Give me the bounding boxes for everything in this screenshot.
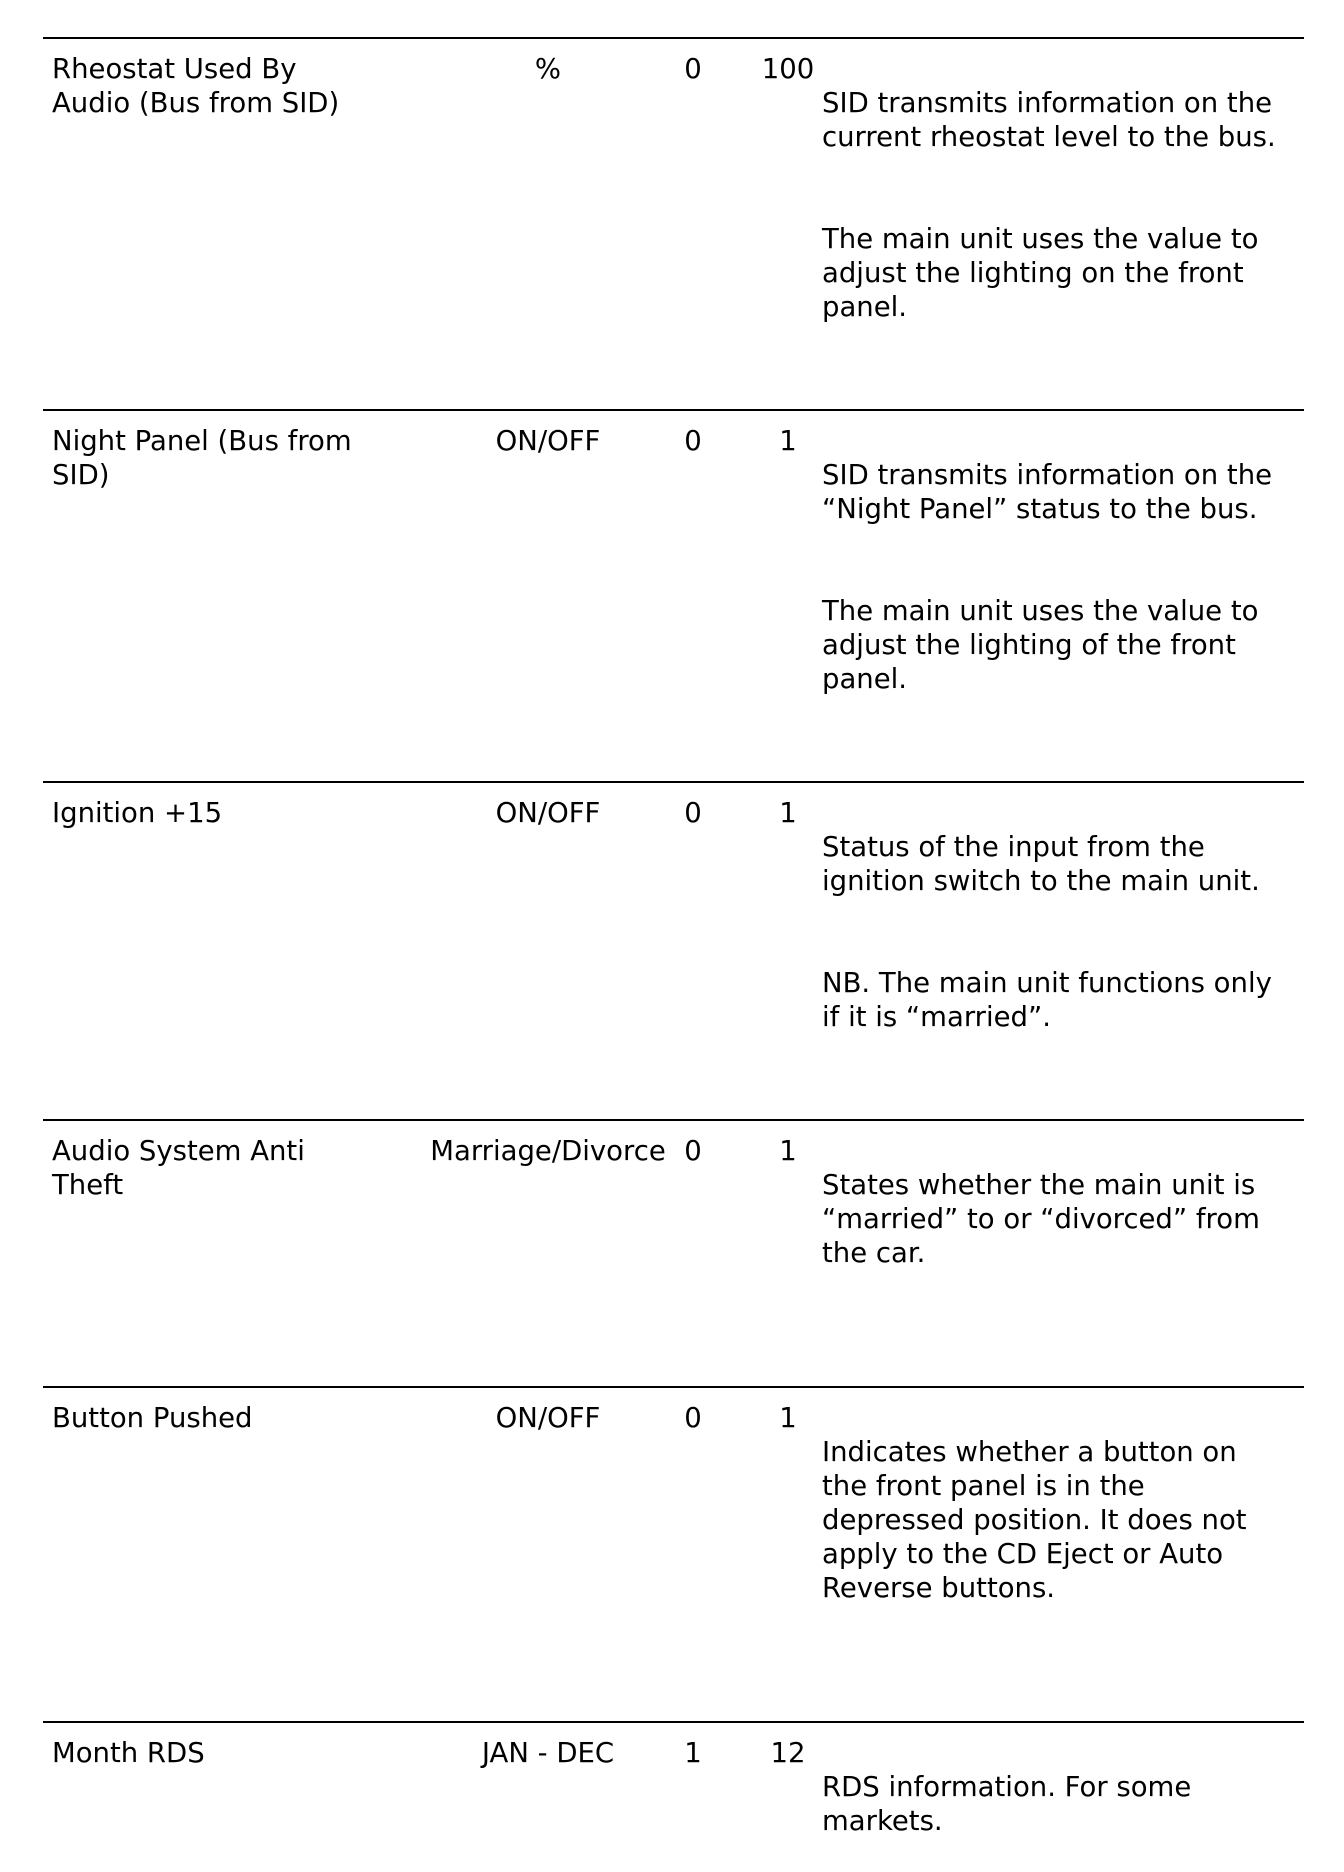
signal-max: 100 — [761, 53, 815, 85]
description-paragraph: RDS information. For some markets. — [822, 1771, 1192, 1837]
signal-description — [822, 796, 1302, 1068]
signal-description — [822, 52, 1302, 358]
signal-max: 12 — [770, 1737, 806, 1769]
signal-min: 0 — [684, 1135, 702, 1167]
signal-min: 0 — [684, 53, 702, 85]
signal-unit: % — [534, 53, 562, 85]
signal-min: 0 — [684, 425, 702, 457]
signal-min: 1 — [684, 1737, 702, 1769]
table-row — [43, 37, 1304, 411]
signal-unit: ON/OFF — [495, 797, 601, 829]
signal-unit: ON/OFF — [495, 425, 601, 457]
signal-unit: ON/OFF — [495, 1402, 601, 1434]
description-paragraph: The main unit uses the value to adjust the lighting on the front panel. — [822, 223, 1259, 323]
signal-unit: JAN - DEC — [481, 1737, 615, 1769]
signal-name: Audio System Anti Theft — [52, 1135, 305, 1201]
table-row — [43, 1721, 1304, 1837]
signal-description — [822, 1134, 1302, 1304]
signal-name: Month RDS — [52, 1737, 205, 1769]
signal-min: 0 — [684, 1402, 702, 1434]
description-paragraph: The main unit uses the value to adjust the lighting of the front panel. — [822, 595, 1259, 695]
description-paragraph: SID transmits information on the “Night Panel” status to the bus. — [822, 459, 1273, 525]
description-paragraph: NB. The main unit functions only if it is “married”. — [822, 967, 1272, 1033]
description-paragraph: Status of the input from the ignition switch to the main unit. — [822, 831, 1260, 897]
signal-description — [822, 1401, 1302, 1639]
table-row — [43, 409, 1304, 783]
table-row — [43, 781, 1304, 1121]
description-paragraph: States whether the main unit is “married” to or “divorced” from the car. — [822, 1169, 1260, 1269]
signal-name: Button Pushed — [52, 1402, 253, 1434]
signal-max: 1 — [779, 797, 797, 829]
description-paragraph: Indicates whether a button on the front panel is in the depressed position. It does not apply to the CD Eject or Auto Reverse buttons. — [822, 1436, 1247, 1604]
signal-min: 0 — [684, 797, 702, 829]
signal-name: Rheostat Used By Audio (Bus from SID) — [52, 53, 340, 119]
table-row — [43, 1119, 1304, 1388]
signal-description — [822, 424, 1302, 730]
signal-description — [822, 1736, 1302, 1872]
table-row — [43, 1386, 1304, 1723]
signal-max: 1 — [779, 1402, 797, 1434]
description-paragraph: SID transmits information on the current rheostat level to the bus. — [822, 87, 1276, 153]
signal-name: Night Panel (Bus from SID) — [52, 425, 352, 491]
signal-unit: Marriage/Divorce — [430, 1135, 666, 1167]
signal-max: 1 — [779, 425, 797, 457]
signal-name: Ignition +15 — [52, 797, 223, 829]
signal-max: 1 — [779, 1135, 797, 1167]
